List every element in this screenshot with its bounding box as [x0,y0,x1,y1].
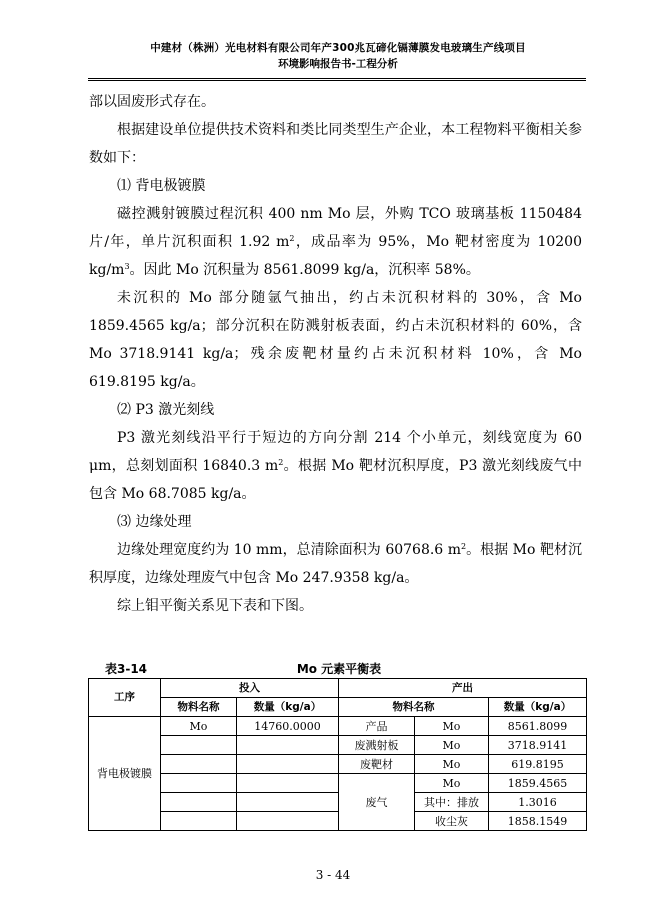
empty-cell [237,793,339,812]
table-number: 表3-14 [105,662,148,676]
empty-cell [237,774,339,793]
section-heading: ⑶ 边缘处理 [117,514,192,530]
empty-cell [161,812,237,831]
header-rule-top [88,78,586,79]
empty-cell [161,774,237,793]
header-material-name: 物料名称 [161,698,237,717]
output-material-cell: 收尘灰 [415,812,489,831]
output-amount-cell: 619.8195 [489,755,587,774]
table-row [89,793,587,812]
paragraph: 未沉积的 Mo 部分随氩气抽出，约占未沉积材料的 30%，含 Mo 1859.4565 kg/a；部分沉积在防溅射板表面，约占未沉积材料的 60%，含 Mo 3718.9141 kg/a；残余废靶材量约占未沉积材料 10%，含 Mo 619.8195 kg/a。 [89,290,582,390]
table-row [89,736,587,755]
empty-cell [161,736,237,755]
paragraph: P3 激光刻线沿平行于短边的方向分割 214 个小单元，刻线宽度为 60 μm，总刻划面积 16840.3 $m^2$。根据 Mo 靶材沉积厚度，P3 激光刻线废气中包含 Mo 68.7085 kg/a。 [89,430,582,502]
empty-cell [237,736,339,755]
output-amount-cell: 1859.4565 [489,774,587,793]
output-category-cell: 废靶材 [339,755,415,774]
header-amount-output: 数量（kg/a） [489,698,587,717]
header-output: 产出 [339,679,587,698]
table-subheader-row [89,698,587,717]
mo-balance-table [88,678,587,831]
output-amount-cell: 1858.1549 [489,812,587,831]
output-amount-cell: 1.3016 [489,793,587,812]
header-input: 投入 [161,679,339,698]
output-category-cell: 废溅射板 [339,736,415,755]
empty-cell [237,755,339,774]
table-row [89,717,587,736]
document-body [89,88,582,620]
table-row [89,812,587,831]
table-caption [89,660,589,678]
header-material-name-output: 物料名称 [339,698,489,717]
input-name-cell: Mo [161,717,237,736]
header-project-title: 中建材（株洲）光电材料有限公司年产300兆瓦碲化镉薄膜发电玻璃生产线项目 [150,42,526,54]
empty-cell [161,793,237,812]
output-material-cell: 其中：排放 [415,793,489,812]
empty-cell [161,755,237,774]
output-material-cell: Mo [415,717,489,736]
output-material-cell: Mo [415,736,489,755]
paragraph: 根据建设单位提供技术资料和类比同类型生产企业，本工程物料平衡相关参数如下： [89,122,582,166]
empty-cell [237,812,339,831]
paragraph: 部以固废形式存在。 [89,94,215,110]
page-number: 3 - 44 [315,868,351,882]
table-row [89,774,587,793]
table-header-row [89,679,587,698]
output-amount-cell: 8561.8099 [489,717,587,736]
paragraph: 边缘处理宽度约为 10 mm，总清除面积为 60768.6 $m^2$。根据 Mo 靶材沉积厚度，边缘处理废气中包含 Mo 247.9358 kg/a。 [89,542,582,586]
header-process: 工序 [89,679,161,717]
table-row [89,755,587,774]
input-amount-cell: 14760.0000 [237,717,339,736]
output-category-cell: 产品 [339,717,415,736]
section-heading: ⑴ 背电极镀膜 [117,178,206,194]
paragraph: 综上钼平衡关系见下表和下图。 [117,598,313,614]
header-rule-bottom [88,80,586,81]
header-amount: 数量（kg/a） [237,698,339,717]
table-title: Mo 元素平衡表 [296,662,382,676]
output-category-cell: 废气 [339,774,415,831]
paragraph: 磁控溅射镀膜过程沉积 400 nm Mo 层，外购 TCO 玻璃基板 1150484 片/年，单片沉积面积 1.92 $m^2$，成品率为 95%，Mo 靶材密度为 10200 $kg/m^3$。因此 Mo 沉积量为 8561.8099 kg/a，沉积率 58%。 [89,206,582,278]
page-header [88,40,588,72]
process-cell: 背电极镀膜 [89,717,161,831]
output-material-cell: Mo [415,755,489,774]
output-material-cell: Mo [415,774,489,793]
header-document-title: 环境影响报告书-工程分析 [278,58,398,70]
section-heading: ⑵ P3 激光刻线 [117,402,215,418]
output-amount-cell: 3718.9141 [489,736,587,755]
